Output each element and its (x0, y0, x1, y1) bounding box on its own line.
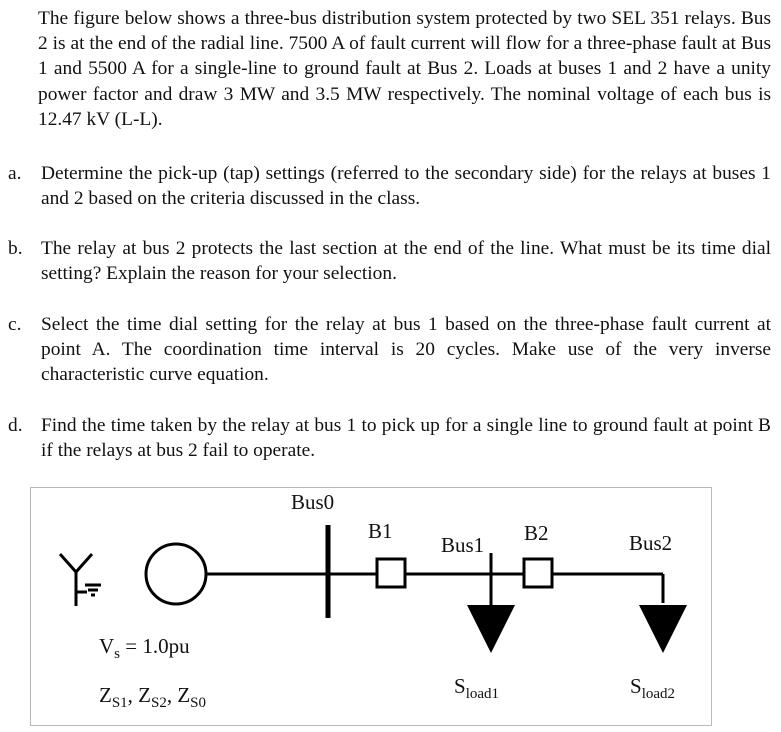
load-subscript: load2 (641, 686, 676, 702)
bus2-label: Bus2 (629, 531, 673, 555)
vs-symbol: V (99, 634, 115, 658)
load2-label (630, 674, 676, 702)
question-label: c. (8, 314, 22, 335)
source-impedance-label (99, 683, 207, 711)
question-b (8, 236, 771, 286)
bus0-label: Bus0 (291, 490, 335, 514)
z-symbol: Z (138, 683, 151, 707)
question-label: d. (8, 415, 23, 436)
breaker-b1-label: B1 (368, 519, 393, 543)
breaker-b2-label: B2 (524, 521, 549, 545)
grounded-wye-icon (60, 554, 101, 606)
one-line-diagram (30, 487, 712, 726)
vs-subscript: s (114, 646, 121, 662)
question-text: Select the time dial setting for the relay at bus 1 based on the three-phase fault current at point A. The coordination time interval is 20 cycles. Make use of the very inverse characteristic curve equation. (41, 314, 771, 386)
z-subscript: S1 (111, 695, 128, 711)
generator-icon (146, 544, 206, 604)
question-d (8, 413, 771, 463)
load-symbol: S (630, 674, 642, 698)
question-a (8, 161, 771, 211)
load1-arrow-icon (467, 605, 515, 653)
question-text: Find the time taken by the relay at bus 1 to pick up for a single line to ground fault at point B if the relays at bus 2 fail to operate. (41, 415, 771, 462)
question-text: Determine the pick-up (tap) settings (referred to the secondary side) for the relays at buses 1 and 2 based on the criteria discussed in the class. (41, 163, 771, 210)
source-voltage-label (99, 634, 190, 662)
load-subscript: load1 (465, 686, 500, 702)
z-separator: , (127, 683, 139, 707)
z-separator: , (166, 683, 178, 707)
bus1-label: Bus1 (441, 533, 485, 557)
question-c (8, 312, 771, 388)
load2-arrow-icon (639, 605, 687, 653)
z-symbol: Z (177, 683, 191, 707)
problem-statement: The figure below shows a three-bus distribution system protected by two SEL 351 relays. Bus 2 is at the end of the radial line. 7500 A of fault current will flow for a three-phase fault at Bus 1 and 5500 A for a single-line to ground fault at Bus 2. Loads at buses 1 and 2 have a unity power factor and draw 3 MW and 3.5 MW respectively. The nominal voltage of each bus is 12.47 kV (L-L). (38, 8, 771, 130)
load-symbol: S (454, 674, 466, 698)
question-text: The relay at bus 2 protects the last section at the end of the line. What must be its time dial setting? Explain the reason for your selection. (41, 238, 771, 285)
breaker-b2-icon (524, 559, 552, 587)
z-subscript: S0 (190, 695, 207, 711)
question-label: a. (8, 163, 22, 184)
load1-label (454, 674, 500, 702)
z-subscript: S2 (151, 695, 167, 711)
breaker-b1-icon (377, 559, 405, 587)
z-symbol: Z (99, 683, 112, 707)
question-label: b. (8, 238, 23, 259)
vs-value: = 1.0pu (120, 634, 190, 658)
